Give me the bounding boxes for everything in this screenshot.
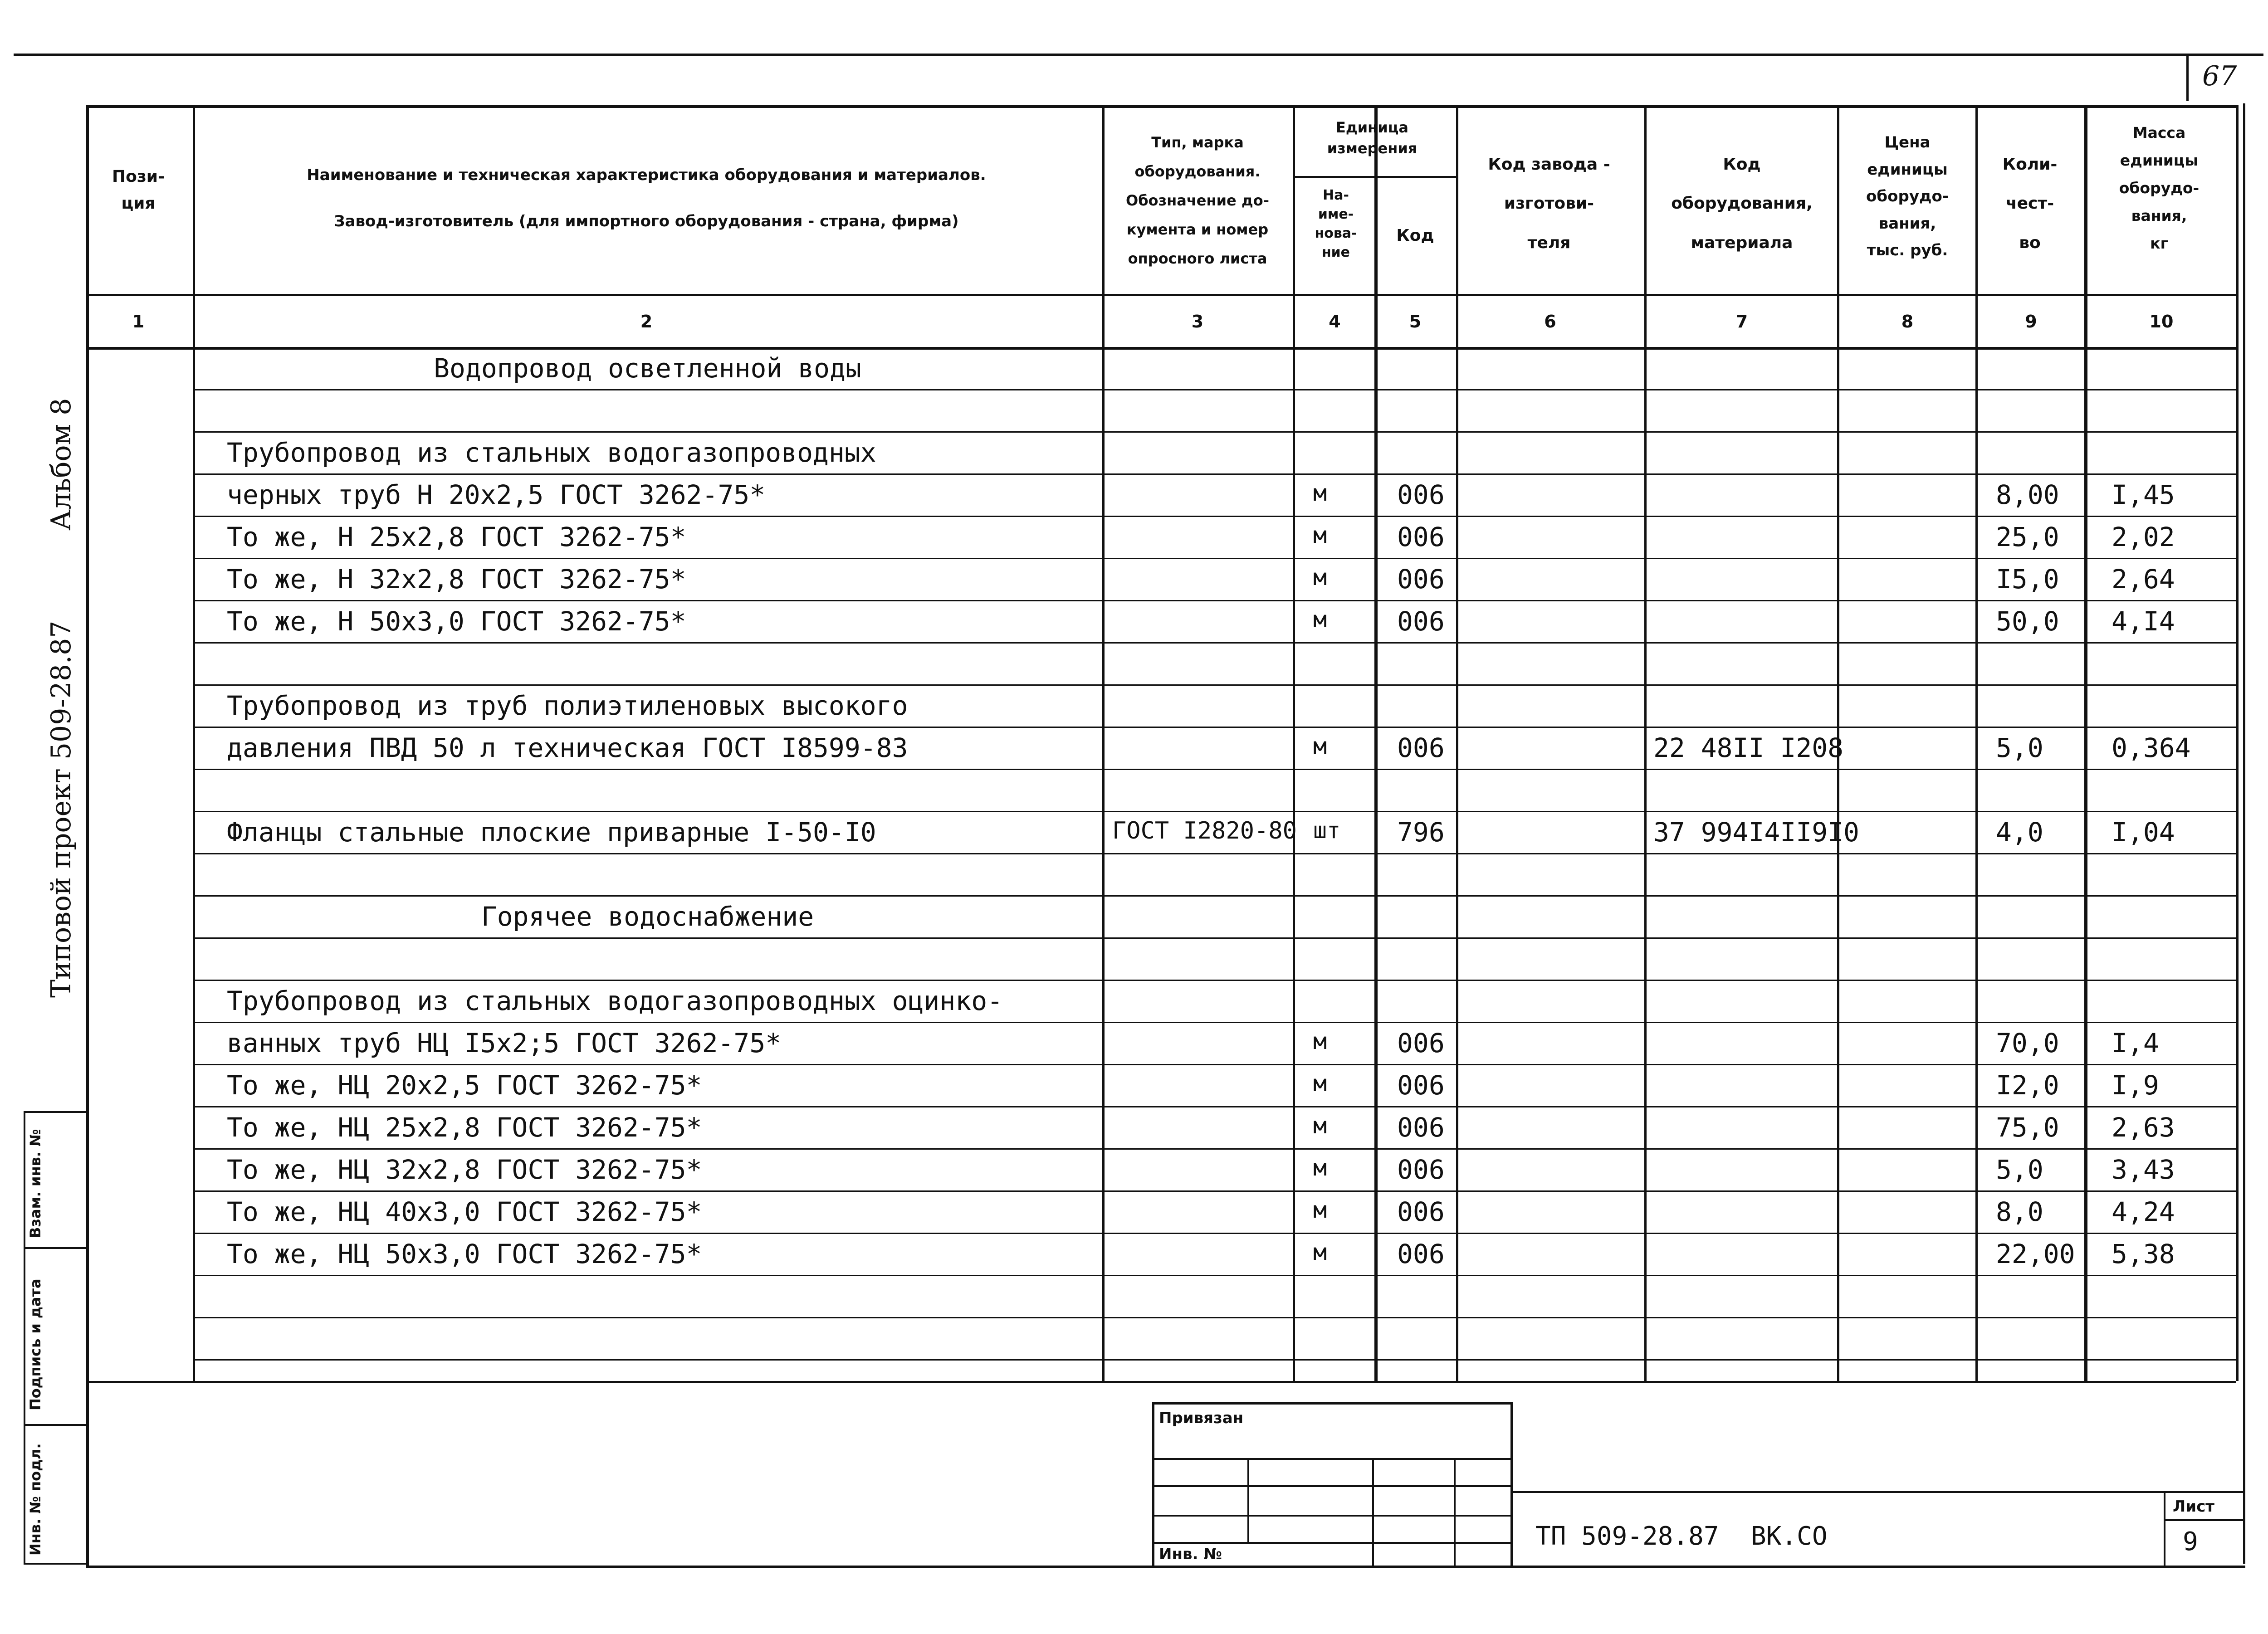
sheet-box-left: [2164, 1491, 2165, 1568]
title-block-top: [1510, 1491, 2245, 1493]
stamp-linked-label: Привязан: [1159, 1409, 1244, 1427]
column-line-4: [1374, 105, 1378, 1381]
cell-unit-name: м: [1313, 1239, 1327, 1265]
cell-unit-name: м: [1313, 1028, 1327, 1054]
cell-unit-name: м: [1313, 564, 1327, 590]
cell-mass: 2,63: [2112, 1112, 2175, 1143]
stamp-col-line-1: [1247, 1458, 1249, 1542]
colnum-10: 10: [2149, 312, 2174, 332]
stamp-row-line-1: [1152, 1458, 1513, 1460]
header-qty: Коли- чест- во: [2002, 155, 2058, 252]
header-unit-group: Единица измерения: [1327, 119, 1418, 157]
cell-unit-code: 006: [1397, 732, 1445, 763]
column-line-2: [1102, 105, 1105, 1381]
cell-unit-code: 006: [1397, 1112, 1445, 1143]
cell-name: То же, НЦ 50х3,0 ГОСТ 3262-75*: [227, 1239, 702, 1269]
cell-mass: 4,I4: [2112, 606, 2175, 637]
sheet-mark: 67: [2202, 60, 2237, 92]
colnum-1: 1: [132, 312, 145, 332]
column-line-9: [2084, 105, 2087, 1381]
document-code: ТП 509-28.87: [1535, 1522, 1719, 1551]
cell-name: То же, Н 32х2,8 ГОСТ 3262-75*: [227, 564, 686, 595]
row-line-7: [193, 642, 2236, 644]
row-line-6: [193, 600, 2236, 601]
stamp-col-line-3: [1454, 1458, 1456, 1566]
header-unit-code: Код: [1396, 226, 1434, 245]
cell-mass: 4,24: [2112, 1196, 2175, 1227]
cell-mass: I,4: [2112, 1028, 2159, 1058]
approval-box-sign: Подпись и дата: [27, 1278, 44, 1410]
cell-unit-name: м: [1313, 522, 1327, 548]
stamp-row-line-4: [1152, 1542, 1513, 1544]
cell-unit-name: шт: [1313, 817, 1341, 844]
cell-quantity: 8,00: [1996, 479, 2059, 510]
row-line-19: [193, 1148, 2236, 1150]
column-line-5: [1456, 105, 1458, 1381]
row-line-16: [193, 1022, 2236, 1023]
cell-quantity: 75,0: [1996, 1112, 2059, 1143]
colnum-7: 7: [1735, 312, 1748, 332]
cell-name: То же, НЦ 32х2,8 ГОСТ 3262-75*: [227, 1154, 702, 1185]
cell-mass: 2,02: [2112, 522, 2175, 552]
colnum-6: 6: [1544, 312, 1556, 332]
row-line-9: [193, 727, 2236, 728]
stamp-inv-label: Инв. №: [1159, 1545, 1222, 1563]
colnum-8: 8: [1901, 312, 1914, 332]
cell-unit-name: м: [1313, 606, 1327, 633]
table-frame-bottom: [86, 1566, 2245, 1568]
approval-box-sep-1: [24, 1111, 87, 1113]
unit-subheader-line: [1293, 176, 1456, 178]
cell-type: ГОСТ I2820-80: [1112, 817, 1297, 844]
cell-unit-code: 796: [1397, 817, 1445, 848]
cell-mass: I,45: [2112, 479, 2175, 510]
cell-mass: 5,38: [2112, 1239, 2175, 1269]
cell-unit-code: 006: [1397, 1196, 1445, 1227]
column-line-8: [1975, 105, 1978, 1381]
stamp-row-line-2: [1152, 1485, 1513, 1487]
cell-equip-code: 37 994I4II9I0: [1653, 817, 1859, 848]
cell-name: черных труб Н 20х2,5 ГОСТ 3262-75*: [227, 479, 766, 510]
project-label: Типовой проект 509-28.87: [45, 620, 77, 998]
row-line-13: [193, 895, 2236, 897]
column-number-bottom-line: [86, 347, 2236, 350]
cell-unit-name: м: [1313, 480, 1327, 506]
cell-quantity: 70,0: [1996, 1028, 2059, 1058]
cell-unit-code: 006: [1397, 1070, 1445, 1101]
header-mass: Масса единицы оборудо- вания, кг: [2119, 124, 2200, 253]
cell-name: Фланцы стальные плоские приварные I-50-I0: [227, 817, 876, 848]
column-line-3: [1293, 105, 1295, 1381]
cell-name: давления ПВД 50 л техническая ГОСТ I8599-83: [227, 732, 908, 763]
cell-name: Трубопровод из труб полиэтиленовых высокого: [227, 690, 908, 721]
approval-box-bottom: [24, 1563, 87, 1565]
row-line-4: [193, 516, 2236, 517]
cell-quantity: 50,0: [1996, 606, 2059, 637]
approval-box-inv: Инв. № подл.: [27, 1443, 44, 1556]
header-equip-code: Код оборудования, материала: [1671, 155, 1813, 252]
cell-mass: 2,64: [2112, 564, 2175, 595]
table-body-bottom: [86, 1381, 2236, 1383]
stamp-col-line-2: [1372, 1458, 1374, 1566]
cell-mass: 3,43: [2112, 1154, 2175, 1185]
cell-unit-code: 006: [1397, 1239, 1445, 1269]
cell-unit-code: 006: [1397, 479, 1445, 510]
cell-unit-code: 006: [1397, 1154, 1445, 1185]
row-line-10: [193, 769, 2236, 770]
cell-name: Трубопровод из стальных водогазопроводных: [227, 437, 876, 468]
cell-name: ванных труб НЦ I5х2;5 ГОСТ 3262-75*: [227, 1028, 782, 1058]
colnum-5: 5: [1409, 312, 1422, 332]
column-line-1: [193, 105, 195, 1381]
cell-quantity: 22,00: [1996, 1239, 2075, 1269]
row-line-18: [193, 1106, 2236, 1107]
cell-unit-name: м: [1313, 1070, 1327, 1097]
cell-unit-code: 006: [1397, 606, 1445, 637]
cell-quantity: 5,0: [1996, 1154, 2043, 1185]
cell-quantity: 4,0: [1996, 817, 2043, 848]
row-line-1: [193, 389, 2236, 390]
row-line-15: [193, 980, 2236, 981]
cell-unit-code: 006: [1397, 564, 1445, 595]
row-line-17: [193, 1064, 2236, 1065]
colnum-2: 2: [640, 312, 653, 332]
row-line-23: [193, 1317, 2236, 1318]
cell-name: То же, Н 50х3,0 ГОСТ 3262-75*: [227, 606, 686, 637]
row-line-12: [193, 853, 2236, 854]
cell-name: То же, НЦ 25х2,8 ГОСТ 3262-75*: [227, 1112, 702, 1143]
cell-name: Трубопровод из стальных водогазопроводных оцинко-: [227, 985, 1003, 1016]
row-line-11: [193, 811, 2236, 812]
stamp-frame-top: [1152, 1402, 1513, 1405]
colnum-9: 9: [2025, 312, 2037, 332]
header-position: Пози- ция: [112, 167, 165, 213]
cell-name: То же, НЦ 40х3,0 ГОСТ 3262-75*: [227, 1196, 702, 1227]
cell-mass: I,04: [2112, 817, 2175, 848]
approval-box-sep-3: [24, 1424, 87, 1426]
cell-unit-name: м: [1313, 733, 1327, 759]
stamp-row-line-3: [1152, 1515, 1513, 1517]
header-name: Наименование и техническая характеристика оборудования и материалов. Завод-изготовитель (для импортного оборудования - страна, фирма): [307, 166, 986, 230]
document-mark: ВК.СО: [1751, 1522, 1828, 1551]
row-line-3: [193, 473, 2236, 475]
row-line-2: [193, 431, 2236, 433]
cell-name: Водопровод осветленной воды: [434, 353, 861, 384]
column-line-10: [2236, 105, 2239, 1381]
cell-name: То же, Н 25х2,8 ГОСТ 3262-75*: [227, 522, 686, 552]
header-unit-name: На- име- нова- ние: [1315, 187, 1357, 260]
cell-unit-code: 006: [1397, 1028, 1445, 1058]
approval-box-replace: Взам. инв. №: [27, 1129, 44, 1238]
cell-mass: 0,364: [2112, 732, 2191, 763]
cell-quantity: I5,0: [1996, 564, 2059, 595]
table-frame-top: [86, 105, 2236, 108]
row-line-20: [193, 1190, 2236, 1192]
approval-box-sep-2: [24, 1247, 87, 1249]
row-line-24: [193, 1359, 2236, 1361]
row-line-5: [193, 558, 2236, 559]
row-line-21: [193, 1233, 2236, 1234]
header-price: Цена единицы оборудо- вания, тыс. руб.: [1866, 133, 1949, 259]
cell-unit-name: м: [1313, 1155, 1327, 1181]
album-label: Альбом 8: [45, 398, 77, 531]
row-line-14: [193, 937, 2236, 939]
cell-quantity: I2,0: [1996, 1070, 2059, 1101]
header-factory-code: Код завода - изготови- теля: [1488, 155, 1610, 252]
colnum-4: 4: [1329, 312, 1341, 332]
approval-box-left: [24, 1111, 25, 1565]
cell-name: Горячее водоснабжение: [481, 901, 814, 932]
header-type: Тип, марка оборудования. Обозначение до- кумента и номер опросного листа: [1126, 134, 1269, 267]
sheet-box-mid: [2164, 1519, 2245, 1521]
row-line-8: [193, 684, 2236, 686]
row-line-22: [193, 1275, 2236, 1276]
cell-quantity: 25,0: [1996, 522, 2059, 552]
column-line-6: [1644, 105, 1647, 1381]
cell-unit-code: 006: [1397, 522, 1445, 552]
header-bottom-line: [86, 294, 2236, 296]
cell-unit-name: м: [1313, 1197, 1327, 1223]
cell-quantity: 5,0: [1996, 732, 2043, 763]
cell-quantity: 8,0: [1996, 1196, 2043, 1227]
cell-equip-code: 22 48II I208: [1653, 732, 1844, 763]
cell-mass: I,9: [2112, 1070, 2159, 1101]
colnum-3: 3: [1191, 312, 1204, 332]
cell-name: То же, НЦ 20х2,5 ГОСТ 3262-75*: [227, 1070, 702, 1101]
sheet-label: Лист: [2173, 1497, 2214, 1516]
cell-unit-name: м: [1313, 1112, 1327, 1139]
sheet-number: 9: [2183, 1527, 2198, 1556]
